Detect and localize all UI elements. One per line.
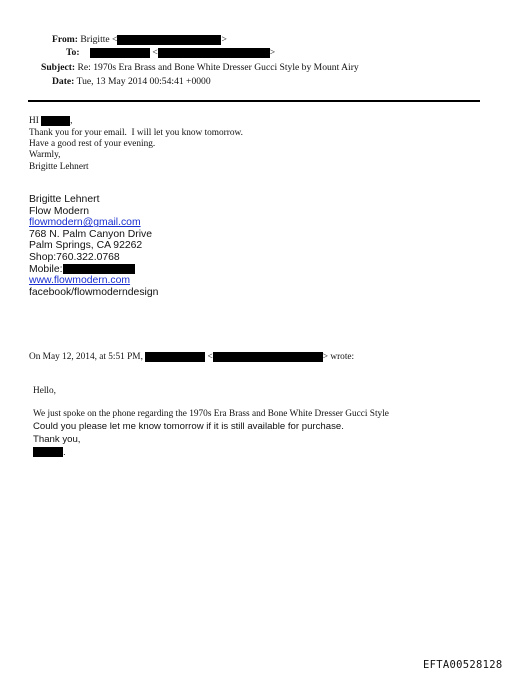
- redacted-sender-email: [213, 352, 323, 362]
- quoted-line-1-a: We just spoke on the phone regarding the: [33, 409, 187, 419]
- signature-email-link[interactable]: flowmodern@gmail.com: [29, 217, 141, 229]
- document-id: EFTA00528128: [423, 659, 503, 671]
- quoted-intro: [29, 352, 354, 364]
- reply-greeting-suffix: ,: [70, 116, 73, 127]
- quoted-hello: Hello,: [33, 386, 56, 396]
- subject-line: [41, 62, 359, 73]
- from-name: Brigitte <: [80, 34, 118, 45]
- signature-street: 768 N. Palm Canyon Drive: [29, 228, 153, 240]
- quoted-line-1: [33, 409, 389, 420]
- signature-block: [29, 194, 158, 298]
- redacted-recipient-name: [90, 48, 150, 58]
- reply-greeting: HI: [29, 116, 39, 127]
- subject-label: Subject:: [41, 62, 76, 73]
- signature-mobile-label: Mobile:: [29, 263, 63, 275]
- redacted-email: [117, 35, 221, 45]
- signature-mobile-line: [29, 264, 158, 276]
- quoted-signoff: [33, 447, 66, 458]
- quoted-signoff-suffix: .: [63, 447, 66, 458]
- redacted-mobile: [63, 264, 135, 274]
- subject-text: Re: 1970s Era Brass and Bone White Dresser Gucci Style by Mount Airy: [77, 62, 359, 73]
- redacted-name: [41, 116, 73, 127]
- quoted-intro-prefix: On May 12, 2014, at 5:51 PM,: [29, 352, 143, 363]
- from-close: >: [221, 34, 227, 45]
- reply-body: [29, 116, 243, 173]
- quoted-intro-suffix: > wrote:: [322, 352, 355, 363]
- date-line: [52, 76, 211, 87]
- signature-name: Brigitte Lehnert: [29, 194, 100, 205]
- redacted-sender-name: [145, 352, 205, 362]
- to-open: <: [152, 47, 158, 58]
- signature-website-link[interactable]: www.flowmodern.com: [29, 275, 131, 287]
- reply-line-2: Have a good rest of your evening.: [29, 138, 156, 149]
- quoted-thanks: Thank you,: [33, 434, 81, 445]
- quoted-intro-open: <: [207, 352, 213, 363]
- signature-city: Palm Springs, CA 92262: [29, 240, 143, 252]
- header-divider: [28, 100, 480, 102]
- from-label: From:: [52, 34, 78, 45]
- redacted-signoff-name: [33, 447, 63, 457]
- date-label: Date:: [52, 76, 75, 87]
- reply-signer: Brigitte Lehnert: [29, 161, 89, 172]
- date-text: Tue, 13 May 2014 00:54:41 +0000: [76, 76, 211, 87]
- signature-company: Flow Modern: [29, 205, 90, 217]
- from-line: [52, 34, 227, 45]
- reply-line-1: Thank you for your email. I will let you know tomorrow.: [29, 127, 243, 138]
- reply-closing: Warmly,: [29, 150, 61, 161]
- reply-greeting-line: [29, 116, 243, 128]
- quoted-line-2: Could you please let me know tomorrow if it is still available for purchase.: [33, 421, 344, 432]
- to-label: To:: [66, 47, 80, 58]
- signature-shop-phone: Shop:760.322.0768: [29, 251, 120, 263]
- signature-facebook: facebook/flowmoderndesign: [29, 286, 159, 298]
- to-line: [66, 47, 275, 58]
- to-close: >: [269, 47, 276, 58]
- quoted-line-1-b: 1970s Era Brass and Bone White Dresser Gucci Style: [189, 409, 389, 419]
- redacted-recipient-email: [158, 48, 270, 58]
